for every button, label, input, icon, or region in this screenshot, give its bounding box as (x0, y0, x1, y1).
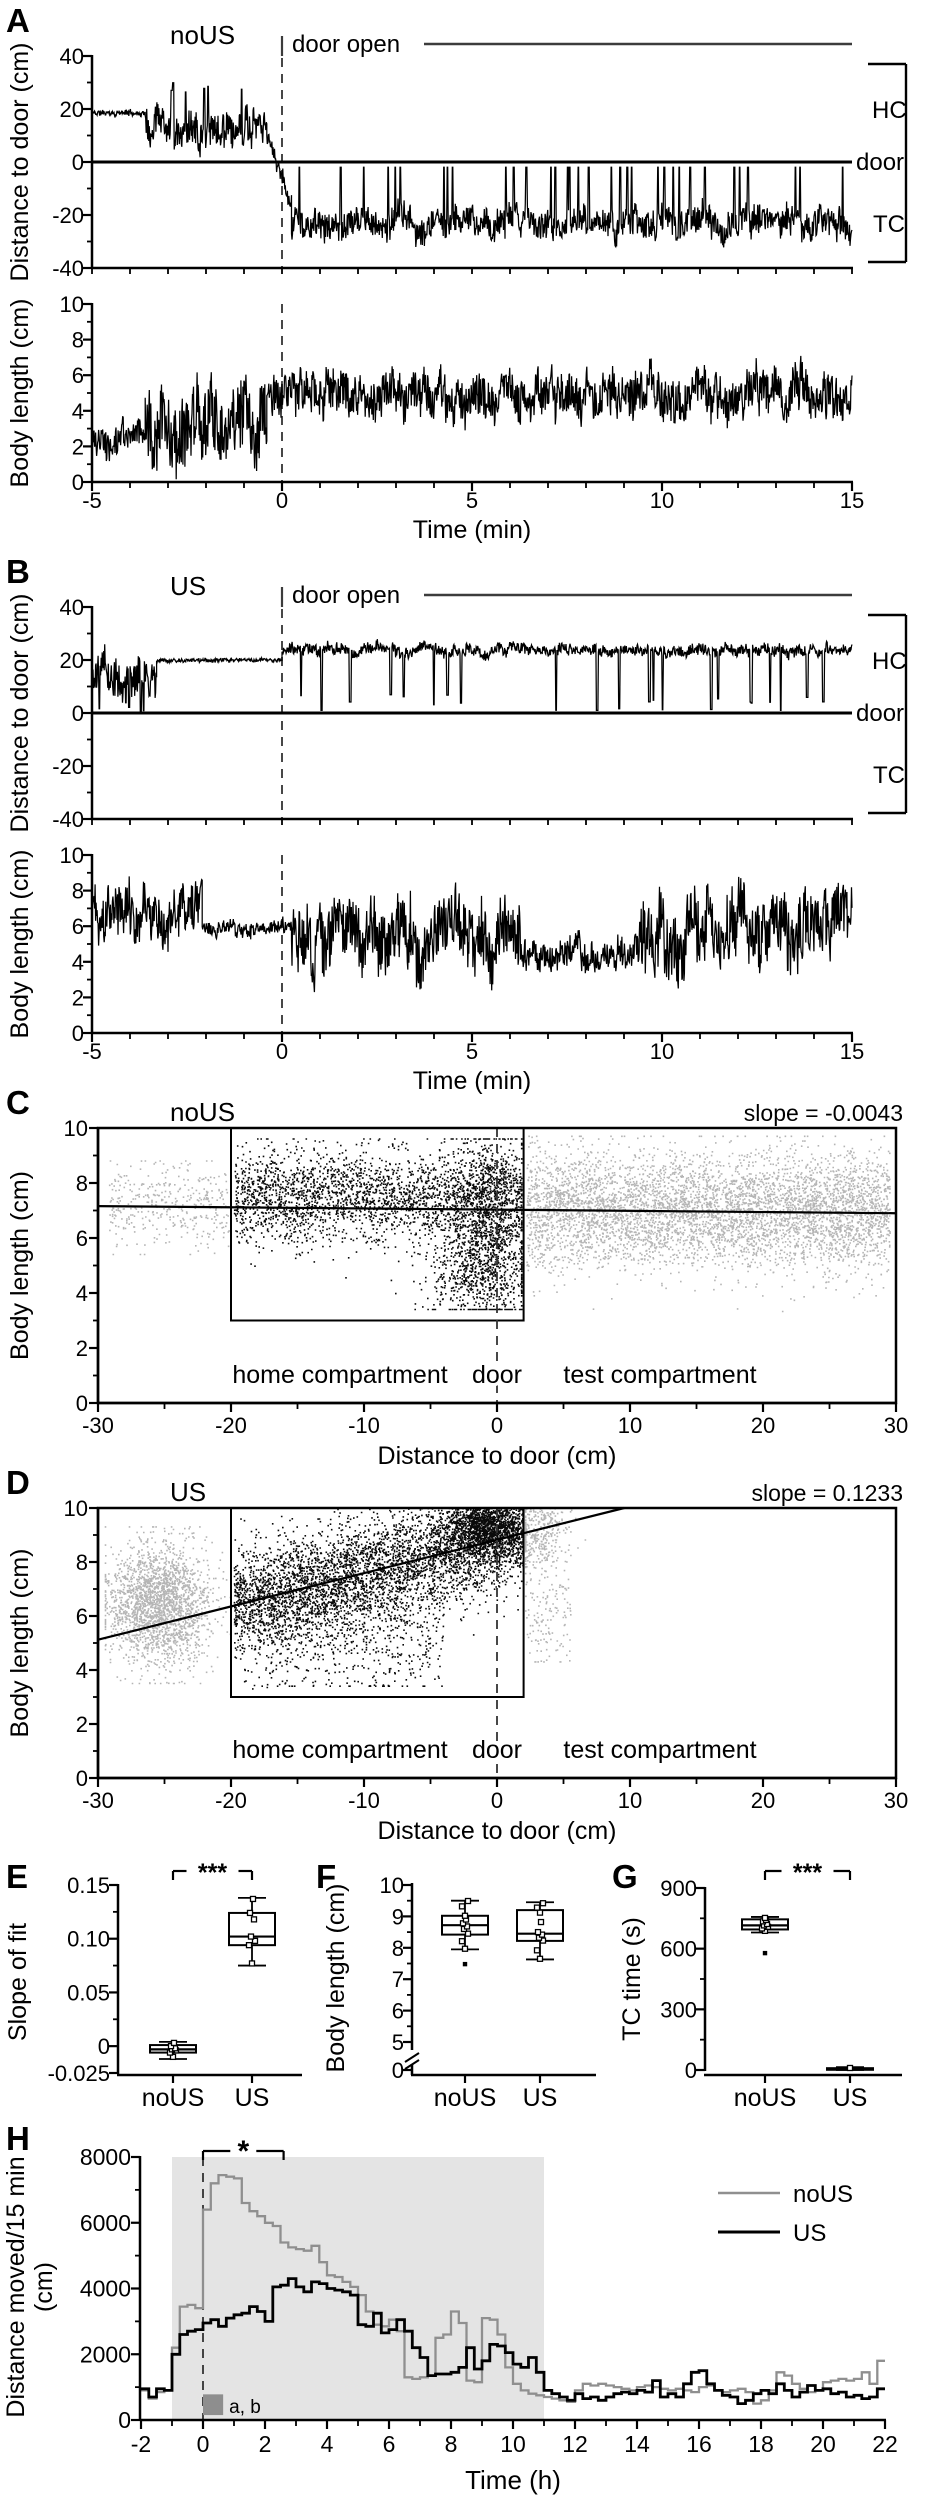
panel-b-x-title: Time (min) (412, 1067, 532, 1095)
panel-f-noUS-point (460, 1939, 465, 1944)
panel-c-y-axis-tick-label: 6 (75, 1226, 88, 1251)
panel-h-y-axis-tick-label: 2000 (79, 2341, 131, 2368)
panel-b-dist-y-axis-tick-label: 20 (59, 648, 84, 673)
panel-a-body-x-axis-tick-label: 0 (275, 488, 289, 513)
panel-d-y-axis-tick-label: 4 (75, 1658, 88, 1683)
panel-h-x-axis-tick-label: 14 (624, 2431, 650, 2457)
panel-a-body-y-axis-tick-label: 2 (71, 434, 84, 460)
panel-h-y-title-line2: (cm) (30, 2262, 58, 2312)
panel-c-x-axis-tick-label: 10 (617, 1413, 643, 1438)
panel-d-y-axis-tick-label: 8 (75, 1550, 88, 1575)
panel-h-x-axis-tick-label: 4 (320, 2431, 334, 2457)
panel-d-fit-line (98, 1508, 624, 1640)
panel-e-US-point (247, 1943, 252, 1948)
panel-d-x-axis-tick-label: -20 (215, 1788, 247, 1813)
panel-d-scatter-black (234, 1508, 524, 1689)
panel-h-y-title-line1: Distance moved/15 min (2, 2156, 30, 2418)
panel-g-noUS-outlier (763, 1951, 767, 1955)
panel-c-y-axis-tick-label: 2 (75, 1336, 88, 1361)
panel-d-letter: D (6, 1464, 30, 1501)
panel-f-cat-label: noUS (433, 2084, 497, 2112)
panel-b-hc-label: HC (872, 648, 907, 675)
panel-f-tick-label: 10 (379, 1873, 404, 1898)
panel-f-US-point (536, 1930, 541, 1935)
panel-e-US-point (251, 1896, 256, 1901)
panel-g-sig-label: *** (792, 1859, 823, 1887)
panel-c-condition-label: noUS (170, 1097, 236, 1127)
panel-h-x-title: Time (h) (465, 2465, 561, 2495)
panel-g-letter: G (612, 1858, 638, 1895)
panel-c-letter: C (6, 1084, 30, 1121)
panel-b-letter: B (6, 553, 30, 590)
panel-g-y-axis-tick-label: 600 (660, 1936, 697, 1962)
panel-a-body-trace (92, 356, 852, 479)
panel-a-x-title: Time (min) (412, 516, 532, 544)
panel-d-y-axis-tick-label: 6 (75, 1604, 88, 1629)
panel-a-door-open-label: door open (292, 31, 401, 58)
panel-f-tick-label: 7 (391, 1967, 404, 1993)
panel-b-body-y-axis-tick-label: 10 (59, 843, 84, 868)
panel-h-y-axis-tick-label: 6000 (79, 2209, 131, 2236)
panel-a-dist-y-axis-tick-label: 40 (59, 44, 84, 69)
panel-e-US-point (250, 1961, 255, 1966)
panel-h-x-axis-tick-label: 8 (444, 2431, 458, 2457)
panel-c-x-axis-tick-label: 20 (750, 1413, 776, 1438)
panel-d-y-axis-tick-label: 0 (75, 1766, 88, 1791)
panel-a-body-y-axis-tick-label: 6 (71, 363, 84, 389)
panel-e-US-point (252, 1917, 257, 1922)
panel-b-body-x-axis-tick-label: 15 (839, 1039, 865, 1064)
panel-a-body-y-axis-tick-label: 4 (71, 398, 84, 424)
panel-b-body-x-axis-tick-label: -5 (82, 1039, 102, 1064)
panel-d-y-title: Body length (cm) (6, 1548, 34, 1738)
panel-a-body-y-axis-tick-label: 10 (59, 292, 84, 317)
panel-e-cat-label: noUS (141, 2084, 205, 2112)
panel-c-x-axis-tick-label: -30 (82, 1413, 114, 1438)
panel-f-noUS-point (460, 1904, 465, 1909)
panel-d-home-label: home compartment (232, 1736, 448, 1764)
panel-a-body-y-axis-tick-label: 8 (71, 327, 84, 353)
panel-h-ab-label: a, b (229, 2397, 261, 2419)
panel-f-tick-label: 6 (391, 1998, 404, 2024)
panel-g-US-point (848, 2065, 853, 2070)
panel-d-y-axis-tick-label: 10 (63, 1496, 88, 1521)
panel-d-door-label: door (471, 1736, 523, 1764)
panel-b-tc-label: TC (873, 762, 905, 789)
panel-h-x-axis-tick-label: 0 (196, 2431, 210, 2457)
panel-c-y-axis-tick-label: 0 (75, 1391, 88, 1416)
panel-h-y-axis-tick-label: 0 (118, 2407, 131, 2433)
panel-e-y-title: Slope of fit (4, 1922, 32, 2042)
panel-f-noUS-outlier (463, 1962, 467, 1966)
panel-e-US-point (248, 1910, 253, 1915)
panel-h-y-axis-tick-label: 4000 (79, 2275, 131, 2302)
panel-c-x-axis-tick-label: -10 (348, 1413, 380, 1438)
panel-f-zero-label: 0 (391, 2058, 404, 2083)
panel-a-body-x-axis-tick-label: 10 (649, 488, 675, 513)
panel-c-door-label: door (471, 1361, 523, 1389)
panel-d-slope-label: slope = 0.1233 (751, 1480, 903, 1506)
panel-h-y-axis-tick-label: 8000 (79, 2144, 131, 2170)
panel-b-body-trace (92, 876, 852, 992)
panel-c-x-axis-tick-label: 0 (490, 1413, 504, 1438)
panel-c-x-axis-tick-label: 30 (883, 1413, 909, 1438)
panel-d-x-axis-tick-label: 30 (883, 1788, 909, 1813)
panel-a-dist-y-axis-tick-label: 0 (71, 150, 84, 175)
panel-g-y-title: TC time (s) (618, 1917, 646, 2041)
panel-c-x-title: Distance to door (cm) (377, 1442, 617, 1470)
panel-f-US-point (538, 1910, 543, 1915)
panel-c-slope-label: slope = -0.0043 (743, 1100, 903, 1126)
panel-f-noUS-point (463, 1913, 468, 1918)
panel-h-x-axis-tick-label: 6 (382, 2431, 396, 2457)
panel-g-y-axis-tick-label: 0 (684, 2058, 697, 2083)
panel-b-dist-y-axis-tick-label: 40 (59, 595, 84, 620)
panel-b-body-x-axis-tick-label: 5 (465, 1039, 479, 1064)
panel-b-body-x-axis-tick-label: 0 (275, 1039, 289, 1064)
panel-b-dist-y-axis-tick-label: -40 (52, 807, 84, 832)
panel-d-condition-label: US (170, 1477, 207, 1507)
panel-b-door-open-label: door open (292, 582, 401, 609)
panel-c-y-axis-tick-label: 10 (63, 1116, 88, 1141)
panel-b-condition-label: US (170, 571, 207, 601)
panel-a-hc-label: HC (872, 97, 907, 124)
panel-a-distance-trace (92, 83, 852, 248)
panel-f-US-point (535, 1948, 540, 1953)
panel-d-y-axis-tick-label: 2 (75, 1712, 88, 1737)
panel-e-y-axis-tick-label: 0.15 (67, 1873, 110, 1898)
panel-a-dist-y-axis-tick-label: -40 (52, 256, 84, 281)
panel-e-US-point (249, 1934, 254, 1939)
panel-h-x-axis-tick-label: 16 (686, 2431, 712, 2457)
panel-g-cat-label: noUS (733, 2084, 797, 2112)
panel-a-dist-y-axis-tick-label: 20 (59, 97, 84, 122)
panel-b-distance-trace (92, 639, 852, 711)
panel-a-tc-label: TC (873, 211, 905, 238)
panel-h-x-axis-tick-label: 20 (810, 2431, 836, 2457)
panel-f-US-point (535, 1905, 540, 1910)
panel-e-sig-label: *** (197, 1859, 228, 1887)
panel-e-y-axis-tick-label: -0.025 (47, 2061, 110, 2086)
panel-h-x-axis-tick-label: 10 (500, 2431, 526, 2457)
panel-d-x-title: Distance to door (cm) (377, 1817, 617, 1845)
panel-a-door-label: door (856, 149, 905, 176)
panel-h-x-axis-tick-label: 22 (872, 2431, 898, 2457)
panel-f-noUS-point (466, 1899, 471, 1904)
panel-e-y-axis-tick-label: 0.10 (67, 1926, 110, 1952)
panel-a-condition-label: noUS (170, 20, 236, 50)
panel-e-noUS-point (172, 2040, 177, 2045)
panel-c-scatter-black (234, 1139, 523, 1310)
panel-b-body-y-title: Body length (cm) (6, 849, 34, 1039)
panel-d-x-axis-tick-label: -10 (348, 1788, 380, 1813)
panel-h-ab-marker (203, 2394, 223, 2415)
panel-d-x-axis-tick-label: 10 (617, 1788, 643, 1813)
panel-f-tick-label: 8 (391, 1935, 404, 1961)
panel-b-body-y-axis-tick-label: 2 (71, 985, 84, 1011)
panel-h-sig-label: * (237, 2135, 250, 2168)
panel-d-test-label: test compartment (563, 1736, 757, 1764)
panel-c-x-axis-tick-label: -20 (215, 1413, 247, 1438)
panel-c-y-title: Body length (cm) (6, 1171, 34, 1360)
panel-b-body-y-axis-tick-label: 0 (71, 1021, 84, 1046)
panel-g-cat-label: US (832, 2084, 868, 2112)
panel-b-dist-y-axis-tick-label: -20 (52, 754, 84, 779)
panel-a-dist-y-title: Distance to door (cm) (6, 42, 34, 282)
panel-b-door-label: door (856, 700, 905, 727)
panel-e-y-axis-tick-label: 0.05 (67, 1980, 110, 2006)
panel-f-letter: F (316, 1858, 337, 1895)
panel-a-dist-y-axis-tick-label: -20 (52, 203, 84, 228)
panel-d-x-axis-tick-label: 0 (490, 1788, 504, 1813)
panel-f-tick-label: 5 (391, 2030, 404, 2055)
panel-e-cat-label: US (234, 2084, 270, 2112)
panel-a-body-x-axis-tick-label: -5 (82, 488, 102, 513)
panel-a-letter: A (6, 2, 30, 39)
panel-h-x-axis-tick-label: 12 (562, 2431, 588, 2457)
panel-f-US-point (541, 1901, 546, 1906)
panel-g-y-axis-tick-label: 900 (660, 1876, 697, 1901)
panel-a-body-y-axis-tick-label: 0 (71, 470, 84, 495)
panel-b-body-y-axis-tick-label: 8 (71, 878, 84, 904)
panel-e-y-axis-tick-label: 0 (97, 2034, 110, 2060)
panel-a-body-x-axis-tick-label: 5 (465, 488, 479, 513)
panel-c-y-axis-tick-label: 4 (75, 1281, 88, 1306)
panel-c-scatter-gray (109, 1136, 891, 1311)
panel-g-y-axis-tick-label: 300 (660, 1997, 697, 2023)
panel-h-legend-label-nous: noUS (793, 2181, 854, 2208)
panel-h-legend-label-us: US (793, 2220, 827, 2247)
panel-c-y-axis-tick-label: 8 (75, 1171, 88, 1196)
panel-b-dist-y-axis-tick-label: 0 (71, 701, 84, 726)
panel-a-body-y-title: Body length (cm) (6, 298, 34, 488)
panel-c-test-label: test compartment (563, 1361, 757, 1389)
panel-d-x-axis-tick-label: -30 (82, 1788, 114, 1813)
panel-f-cat-label: US (522, 2084, 558, 2112)
panel-b-body-x-axis-tick-label: 10 (649, 1039, 675, 1064)
panel-h-x-axis-tick-label: -2 (130, 2431, 152, 2457)
panel-b-body-y-axis-tick-label: 6 (71, 914, 84, 940)
panel-a-body-x-axis-tick-label: 15 (839, 488, 865, 513)
panel-c-home-label: home compartment (232, 1361, 448, 1389)
panel-f-y-title: Body length (cm) (322, 1883, 350, 2073)
panel-f-US-point (538, 1956, 543, 1961)
panel-g-noUS-point (763, 1915, 768, 1920)
panel-b-body-y-axis-tick-label: 4 (71, 949, 84, 975)
panel-f-US-point (539, 1920, 544, 1925)
panel-d-x-axis-tick-label: 20 (750, 1788, 776, 1813)
panel-h-x-axis-tick-label: 2 (258, 2431, 272, 2457)
panel-f-noUS-point (463, 1946, 468, 1951)
panel-h-x-axis-tick-label: 18 (748, 2431, 774, 2457)
panel-b-dist-y-title: Distance to door (cm) (6, 593, 34, 833)
panel-e-letter: E (6, 1858, 29, 1895)
panel-h-letter: H (6, 2120, 30, 2157)
panel-f-tick-label: 9 (391, 1904, 404, 1930)
